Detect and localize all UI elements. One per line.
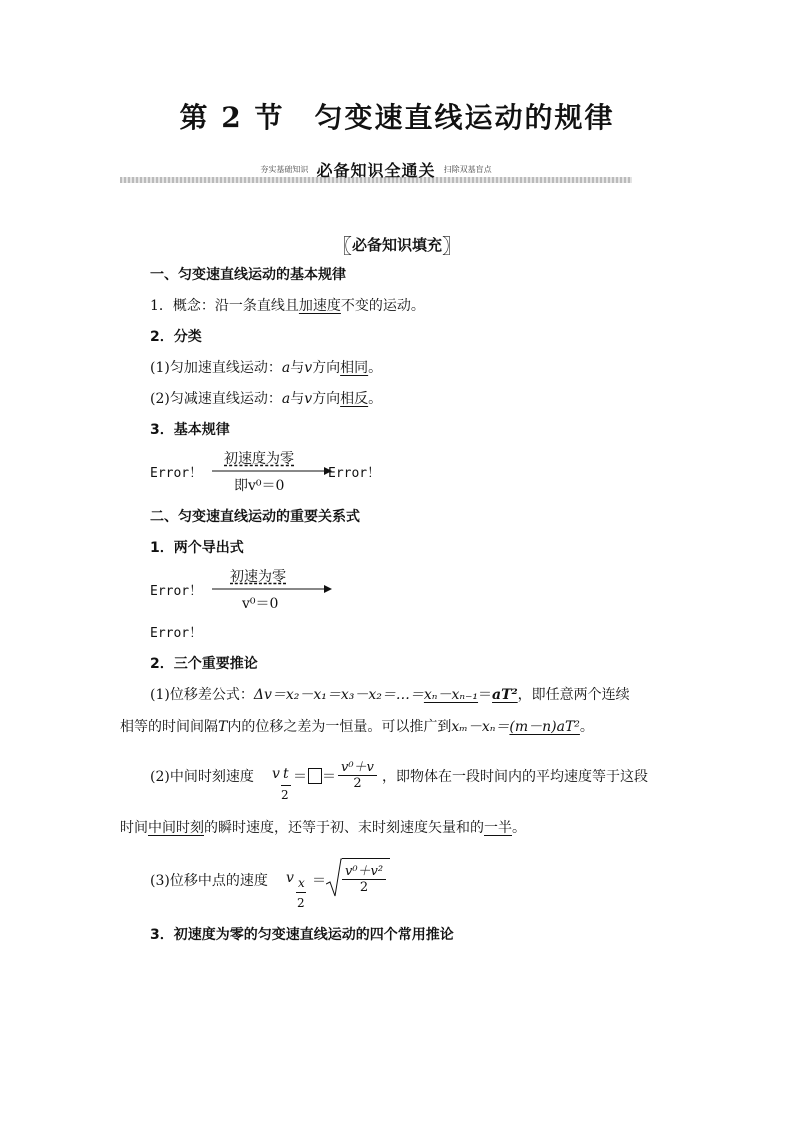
item-basic-law: 3．基本规律	[150, 422, 230, 438]
error-left-2: Error！	[150, 584, 203, 599]
item-three-inferences: 2．三个重要推论	[150, 656, 258, 672]
section-banner	[120, 158, 632, 186]
part2-heading: 二、匀变速直线运动的重要关系式	[150, 509, 360, 525]
inference-displacement-difference-line2: 相等的时间间隔T内的位移之差为一恒量。可以推广到xₘ－xₙ＝(m－n)aT²。	[120, 719, 594, 735]
error-right-1: Error！	[328, 466, 381, 481]
velocity-fraction: $\frac{\text{v⁰＋v}}{2}$	[338, 756, 377, 791]
left-bracket-icon: 〖	[331, 234, 352, 258]
item-concept: 1．概念：沿一条直线且加速度不变的运动。	[150, 298, 425, 314]
arrow-bottom-label: v⁰＝0	[242, 596, 279, 612]
arrow-top-label: 初速度为零	[224, 451, 294, 467]
error-left-1: Error！	[150, 466, 203, 481]
item-uniform-acceleration: (1)匀加速直线运动：a与v方向相同。	[150, 360, 383, 376]
banner-right-text: 扫除双基盲点	[443, 165, 492, 174]
error-below-2: Error！	[150, 626, 203, 641]
average-velocity-box	[308, 768, 322, 784]
right-bracket-icon: 〗	[442, 234, 462, 258]
condition-arrow-1	[212, 448, 332, 492]
banner-center-text: 必备知识全通关	[316, 161, 436, 180]
arrow-bottom-label: 即v⁰＝0	[234, 478, 285, 494]
section-heading: 〖必备知识填充〗	[0, 230, 794, 259]
inference-midtime-line2: 时间中间时刻的瞬时速度，还等于初、末时刻速度矢量和的一半。	[120, 820, 526, 836]
item-four-inferences: 3．初速度为零的匀变速直线运动的四个常用推论	[150, 927, 454, 943]
item-uniform-deceleration: (2)匀减速直线运动：a与v方向相反。	[150, 391, 383, 407]
inference-displacement-difference: (1)位移差公式：Δv＝x₂－x₁＝x₃－x₂＝…＝xₙ－xₙ₋₁＝aT²，即任意两个连续	[150, 687, 630, 703]
item-two-derived: 1．两个导出式	[150, 540, 244, 556]
item-classification: 2．分类	[150, 329, 202, 345]
banner-left-text: 夯实基础知识	[260, 165, 309, 174]
arrow-top-label: 初速为零	[230, 569, 286, 585]
midpoint-fraction: $\frac{\text{v⁰＋v²}}{2}$	[342, 860, 386, 895]
square-root-icon	[326, 858, 342, 898]
condition-arrow-2	[212, 566, 332, 610]
part1-heading: 一、匀变速直线运动的基本规律	[150, 267, 346, 283]
page-title: 第 2 节 匀变速直线运动的规律	[179, 101, 615, 134]
